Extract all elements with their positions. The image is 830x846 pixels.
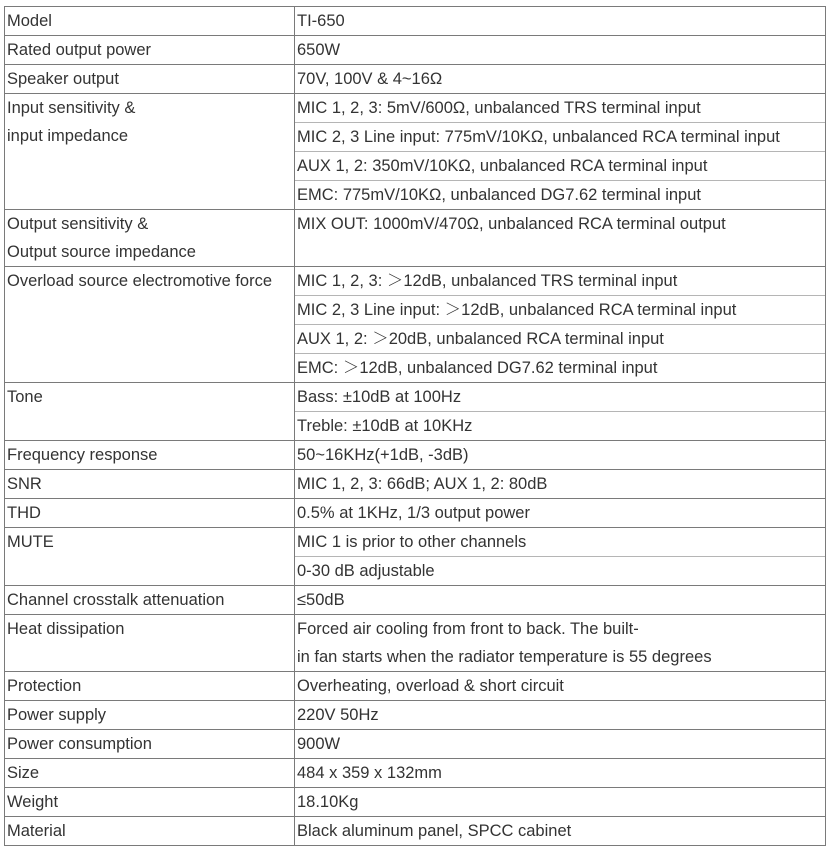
spec-value: Black aluminum panel, SPCC cabinet <box>297 822 572 840</box>
spec-label-cell <box>5 759 295 788</box>
spec-value-cell <box>295 441 826 470</box>
spec-value-cell <box>295 36 826 65</box>
spec-value: MIC 1, 2, 3: 5mV/600Ω, unbalanced TRS terminal input <box>297 99 701 117</box>
spec-value-cell <box>295 701 826 730</box>
spec-label: Material <box>7 822 66 840</box>
spec-label-cell <box>5 586 295 615</box>
spec-label: Speaker output <box>7 70 119 88</box>
spec-label-cell <box>5 615 295 672</box>
spec-label: Protection <box>7 677 82 695</box>
spec-value: 18.10Kg <box>297 793 359 811</box>
table-row <box>5 817 826 846</box>
spec-value: 484 x 359 x 132mm <box>297 764 442 782</box>
table-row <box>5 94 826 210</box>
spec-label-cell <box>5 701 295 730</box>
spec-label-cell <box>5 36 295 65</box>
spec-value: AUX 1, 2: 350mV/10KΩ, unbalanced RCA terminal input <box>295 151 825 180</box>
table-row <box>5 65 826 94</box>
spec-label-cell <box>5 730 295 759</box>
table-row <box>5 615 826 672</box>
spec-label: Power consumption <box>7 735 152 753</box>
spec-label: Input sensitivity & <box>7 99 136 117</box>
table-row <box>5 528 826 586</box>
spec-value: 650W <box>297 41 341 59</box>
spec-label: Heat dissipation <box>7 620 125 638</box>
spec-label-cell <box>5 499 295 528</box>
spec-label-cell <box>5 65 295 94</box>
spec-value: AUX 1, 2: ＞20dB, unbalanced RCA terminal input <box>295 324 825 353</box>
spec-value: EMC: ＞12dB, unbalanced DG7.62 terminal input <box>295 353 825 382</box>
spec-value-cell <box>295 499 826 528</box>
spec-value: 0.5% at 1KHz, 1/3 output power <box>297 504 530 522</box>
spec-label: Power supply <box>7 706 107 724</box>
spec-value: Bass: ±10dB at 100Hz <box>297 388 462 406</box>
table-row <box>5 383 826 441</box>
table-row <box>5 36 826 65</box>
table-row <box>5 499 826 528</box>
spec-label: Tone <box>7 388 43 406</box>
spec-value: MIC 2, 3 Line input: ＞12dB, unbalanced RCA terminal input <box>295 295 825 324</box>
table-row <box>5 586 826 615</box>
spec-value: MIC 1 is prior to other channels <box>297 533 527 551</box>
table-row <box>5 267 826 383</box>
spec-value-cell <box>295 383 826 441</box>
spec-label-cell <box>5 672 295 701</box>
spec-table <box>4 6 826 846</box>
spec-label-cell <box>5 7 295 36</box>
table-row <box>5 210 826 267</box>
spec-value: EMC: 775mV/10KΩ, unbalanced DG7.62 terminal input <box>295 180 825 209</box>
spec-value-cell <box>295 730 826 759</box>
table-row <box>5 701 826 730</box>
spec-value: in fan starts when the radiator temperature is 55 degrees <box>297 648 712 666</box>
table-row <box>5 730 826 759</box>
spec-value-cell <box>295 94 826 210</box>
spec-value: 220V 50Hz <box>297 706 379 724</box>
spec-value: 50~16KHz(+1dB, -3dB) <box>297 446 469 464</box>
spec-value-cell <box>295 759 826 788</box>
spec-value-cell <box>295 528 826 586</box>
spec-label: Output source impedance <box>7 243 196 261</box>
spec-value: Forced air cooling from front to back. The built- <box>297 620 639 638</box>
spec-label-cell <box>5 94 295 210</box>
spec-label-cell <box>5 441 295 470</box>
spec-label-cell <box>5 528 295 586</box>
table-row <box>5 759 826 788</box>
spec-label: Overload source electromotive force <box>7 272 273 290</box>
spec-label: MUTE <box>7 533 54 551</box>
spec-label: input impedance <box>7 127 129 145</box>
spec-value: MIC 1, 2, 3: 66dB; AUX 1, 2: 80dB <box>297 475 548 493</box>
spec-value: MIC 2, 3 Line input: 775mV/10KΩ, unbalanced RCA terminal input <box>295 122 825 151</box>
spec-label-cell <box>5 788 295 817</box>
spec-value: ≤50dB <box>297 591 345 609</box>
spec-table-body <box>5 7 826 846</box>
spec-value-cell <box>295 65 826 94</box>
spec-label-cell <box>5 210 295 267</box>
table-row <box>5 672 826 701</box>
spec-value: Overheating, overload & short circuit <box>297 677 564 695</box>
table-row <box>5 441 826 470</box>
spec-value-cell <box>295 210 826 267</box>
spec-value: Treble: ±10dB at 10KHz <box>295 411 825 440</box>
spec-value-cell <box>295 672 826 701</box>
spec-label: Frequency response <box>7 446 158 464</box>
spec-label: Weight <box>7 793 59 811</box>
spec-value-cell <box>295 788 826 817</box>
spec-label: Rated output power <box>7 41 152 59</box>
spec-label-cell <box>5 817 295 846</box>
spec-value-cell <box>295 615 826 672</box>
spec-label-cell <box>5 383 295 441</box>
spec-value: 900W <box>297 735 341 753</box>
spec-value: 70V, 100V & 4~16Ω <box>297 70 443 88</box>
spec-value-cell <box>295 817 826 846</box>
spec-label: Output sensitivity & <box>7 215 149 233</box>
spec-value-cell <box>295 7 826 36</box>
spec-label: Size <box>7 764 40 782</box>
spec-label-cell <box>5 470 295 499</box>
spec-label: Model <box>7 12 52 30</box>
spec-value-cell <box>295 267 826 383</box>
spec-label-cell <box>5 267 295 383</box>
spec-value: TI-650 <box>297 12 345 30</box>
table-row <box>5 788 826 817</box>
spec-value-spacer <box>295 238 825 266</box>
spec-value: MIX OUT: 1000mV/470Ω, unbalanced RCA terminal output <box>297 215 726 233</box>
spec-label: THD <box>7 504 41 522</box>
table-row <box>5 7 826 36</box>
spec-label: SNR <box>7 475 42 493</box>
spec-label: Channel crosstalk attenuation <box>7 591 225 609</box>
table-row <box>5 470 826 499</box>
spec-value-cell <box>295 586 826 615</box>
spec-value-cell <box>295 470 826 499</box>
spec-value: MIC 1, 2, 3: ＞12dB, unbalanced TRS terminal input <box>297 272 678 290</box>
spec-value: 0-30 dB adjustable <box>295 556 825 585</box>
